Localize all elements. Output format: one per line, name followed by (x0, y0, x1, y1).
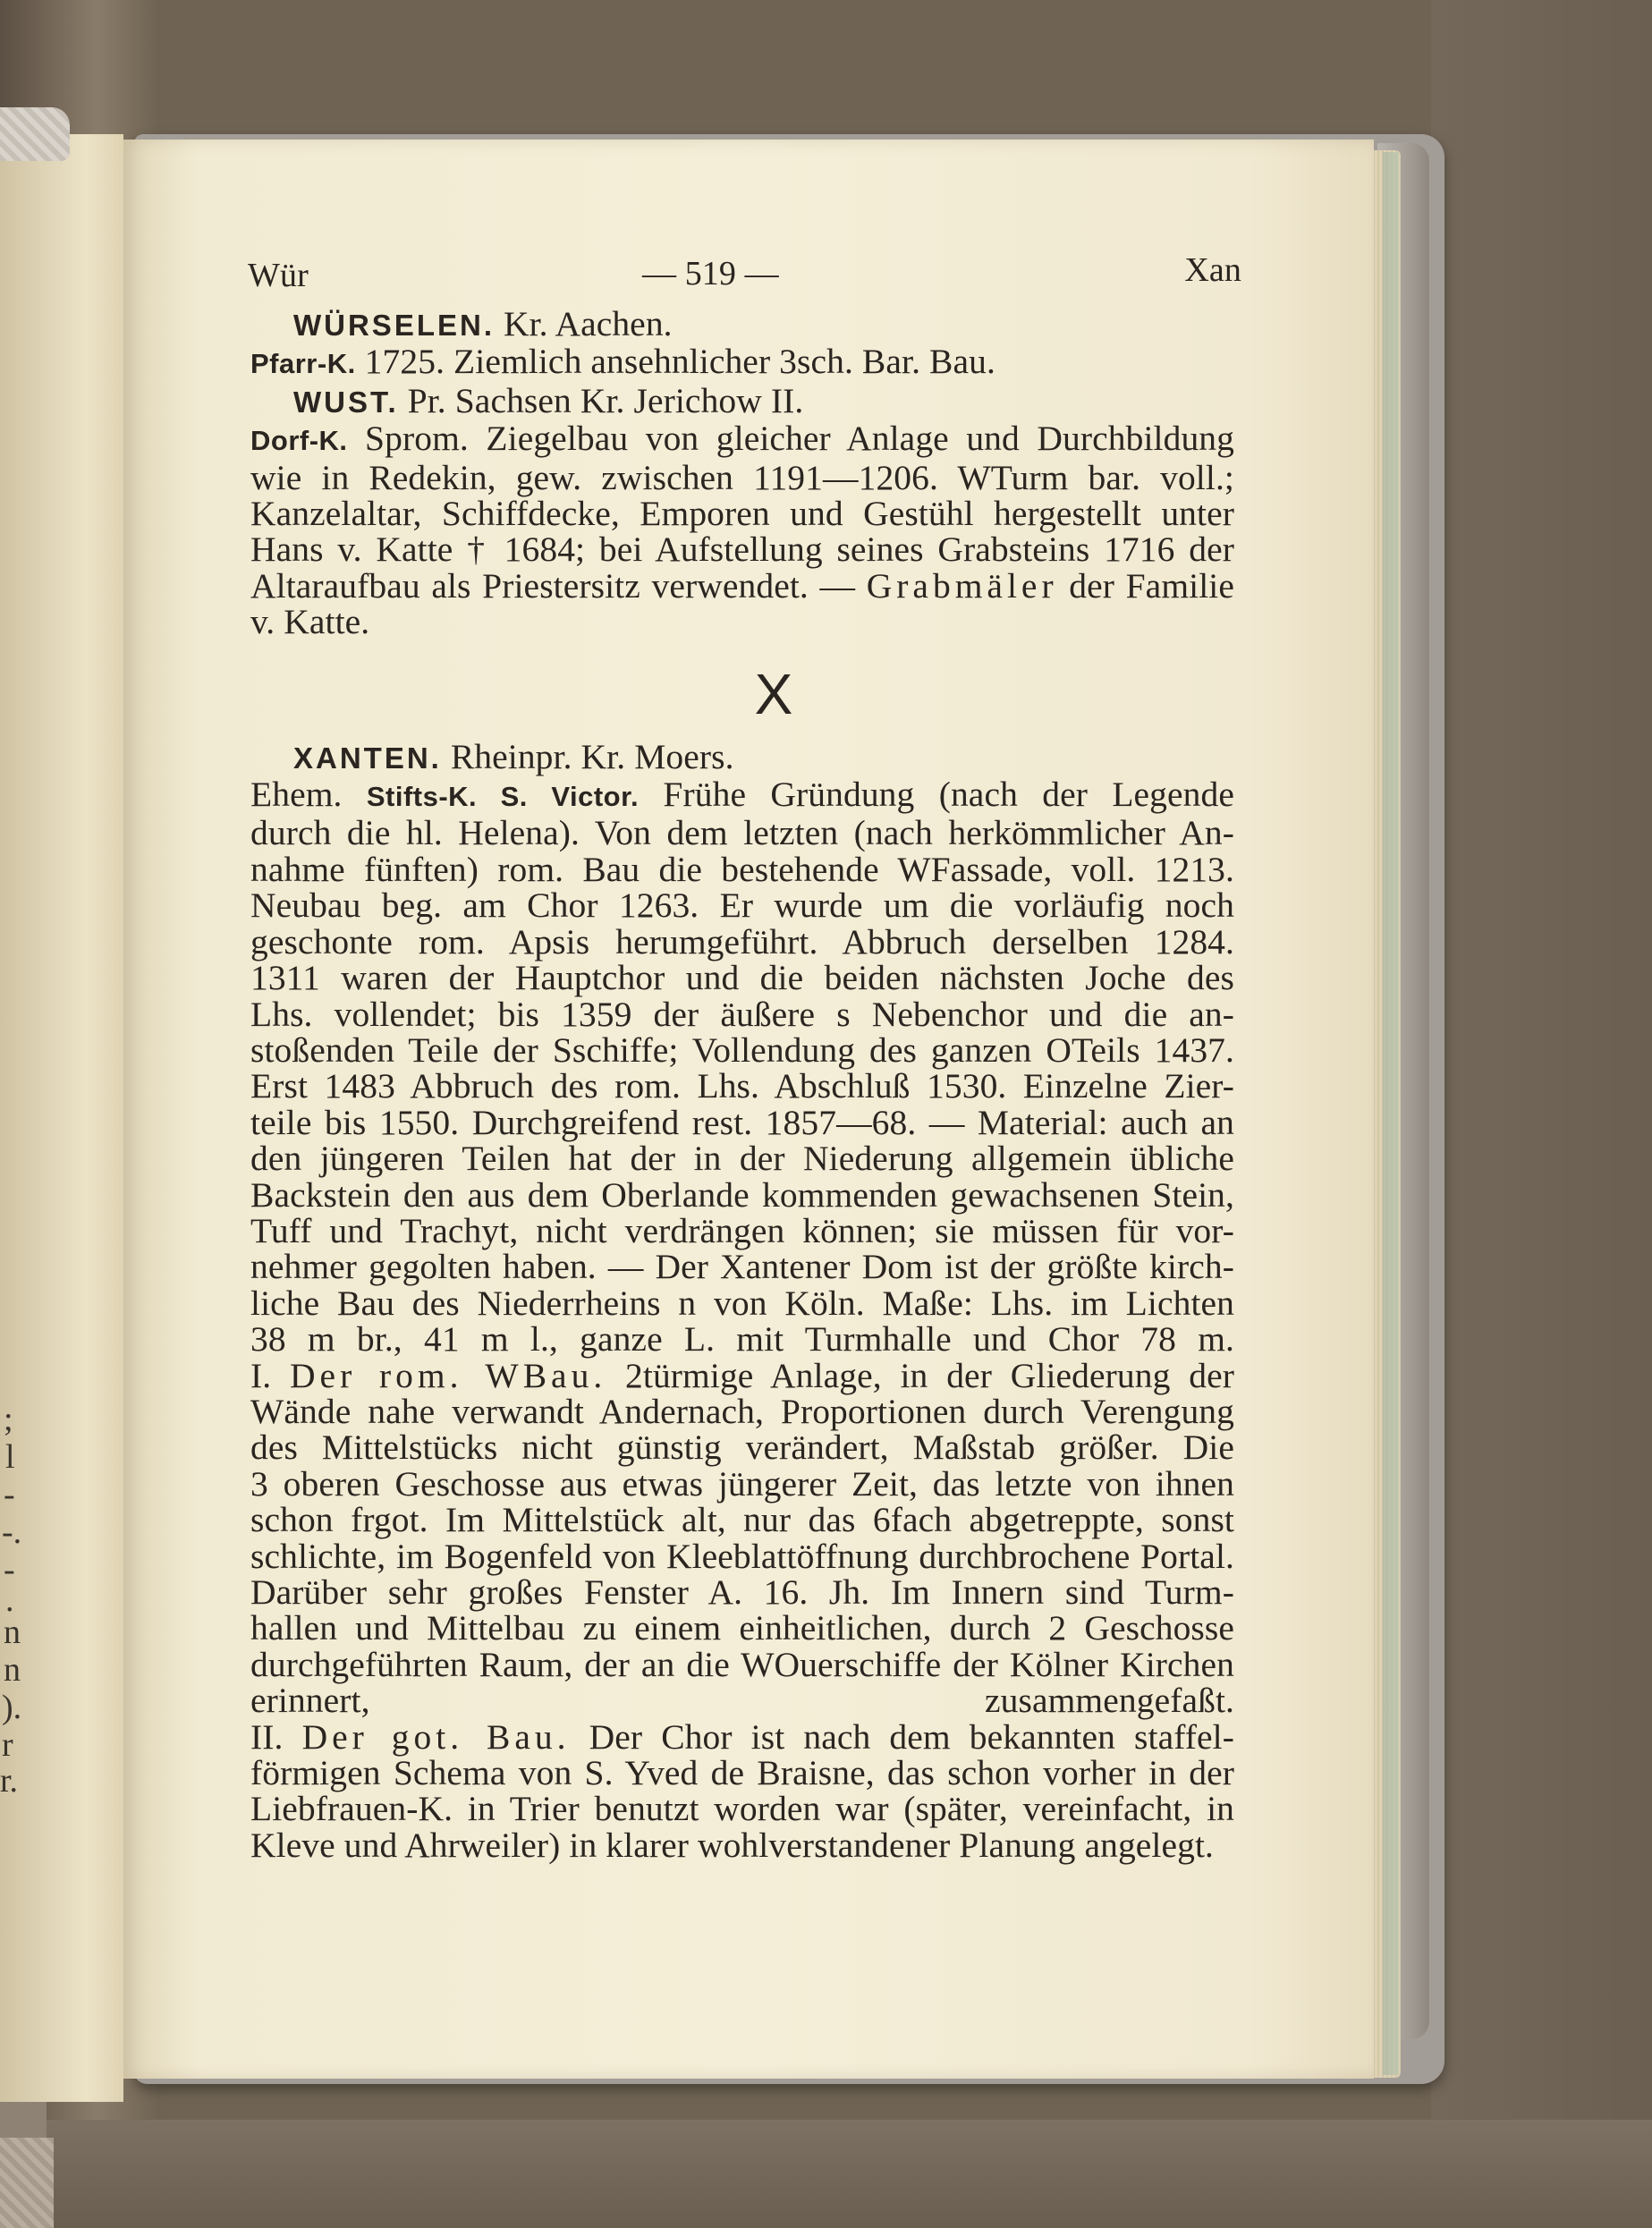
text-line (250, 1391, 1234, 1431)
text-run: den jüngeren Teilen hat der in der Niederung allgemein übliche (250, 1139, 1234, 1179)
margin-fragment: - (4, 1476, 15, 1513)
text-run: II. (250, 1716, 302, 1757)
text-line (250, 1644, 1234, 1684)
margin-fragment: - (4, 1551, 15, 1588)
spaced-term: Der got. Bau. (301, 1716, 571, 1757)
entry-location: Kr. Aachen. (495, 304, 673, 343)
text-line (250, 529, 1234, 570)
text-line (250, 343, 1234, 382)
text-line (250, 885, 1234, 926)
text-run: 1725. Ziemlich ansehnlicher 3sch. Bar. Bau. (355, 342, 995, 382)
text-run: wie in Redekin, gew. zwischen 1191—1206. WTurm bar. voll.; (250, 457, 1234, 497)
text-run: Wände nahe verwandt Andernach, Proportionen durch Verengung (250, 1391, 1234, 1431)
text-line (250, 1102, 1234, 1142)
text-line (250, 1538, 1234, 1574)
bold-term: Stifts-K. S. Victor. (366, 781, 640, 813)
text-line (250, 958, 1234, 998)
entry-heading: XANTEN. (293, 741, 442, 775)
margin-fragment: l (5, 1438, 15, 1476)
text-run: 2türmige Anlage, in der Gliederung der (606, 1355, 1234, 1395)
margin-fragment: r. (0, 1762, 19, 1800)
margin-fragment: -. (2, 1513, 22, 1551)
text-run: Tuff und Trachyt, nicht verdrängen können; sie müssen für vor- (250, 1210, 1234, 1250)
text-line (250, 1463, 1234, 1504)
text-line (250, 604, 1234, 640)
text-line (250, 776, 1234, 815)
text-line (250, 851, 1234, 887)
text-line (250, 1285, 1234, 1321)
text-run: stoßenden Teile der Sschiffe; Vollendung des ganzen OTeils 1437. (250, 1029, 1234, 1070)
text-run: des Mittelstücks nicht günstig verändert, Maßstab größer. Die (250, 1427, 1234, 1468)
text-line (250, 996, 1234, 1032)
text-line (250, 1247, 1234, 1287)
text-line (250, 1755, 1234, 1791)
text-line (250, 1139, 1234, 1179)
margin-fragment: r (2, 1726, 13, 1764)
page-edges-tint (1383, 152, 1399, 2075)
text-run: förmigen Schema von S. Yved de Braisne, das schon vorher in der (250, 1753, 1234, 1793)
background-bottom (0, 2120, 1652, 2228)
text-run: 1311 waren der Hauptchor und die beiden nächsten Joche des (250, 958, 1234, 998)
entry-location: Pr. Sachsen Kr. Jerichow II. (398, 380, 804, 420)
text-run: erinnert, zusammengefaßt. (250, 1681, 1234, 1721)
text-line (250, 1610, 1234, 1646)
text-line (250, 921, 1234, 962)
margin-fragment: ; (4, 1401, 13, 1438)
text-line (250, 1427, 1234, 1468)
entry-xanten (250, 736, 1234, 1865)
section-letter: X (754, 661, 793, 726)
text-run: Neubau beg. am Chor 1263. Er wurde um die vorläufig noch (250, 885, 1234, 926)
text-run: Kanzelaltar, Schiffdecke, Emporen und Gestühl hergestellt unter (250, 494, 1234, 534)
spaced-term: Der rom. WBau. (290, 1355, 607, 1395)
text-run: durchgeführten Raum, der an die WOuerschiffe der Kölner Kirchen (250, 1644, 1234, 1684)
text-run: durch die hl. Helena). Von dem letzten (nach herkömmlicher An- (250, 813, 1234, 853)
text-run: schon frgot. Im Mittelstück alt, nur das 6fach abgetreppte, sonst (250, 1500, 1234, 1540)
background-right (1431, 0, 1652, 2228)
text-run: Lhs. vollendet; bis 1359 der äußere s Nebenchor und die an- (250, 994, 1234, 1034)
text-run: 38 m br., 41 m l., ganze L. mit Turmhalle und Chor 78 m. (250, 1319, 1234, 1360)
text-run: Altaraufbau als Priestersitz verwendet. — (250, 565, 867, 606)
entry-heading-line (250, 736, 1234, 776)
text-line (250, 1502, 1234, 1538)
text-run: 3 oberen Geschosse aus etwas jüngerer Zeit, das letzte von ihnen (250, 1463, 1234, 1504)
text-run: I. (250, 1355, 291, 1395)
page-text (248, 251, 1241, 1865)
margin-fragment: n (4, 1614, 21, 1651)
text-line (250, 1029, 1234, 1070)
text-run: v. Katte. (250, 602, 370, 642)
text-run: nehmer gegolten haben. — Der Xantener Dom ist der größte kirch- (250, 1247, 1234, 1287)
text-run: Darüber sehr großes Fenster A. 16. Jh. Im Innern sind Turm- (250, 1572, 1234, 1612)
margin-fragment: ). (2, 1689, 22, 1726)
text-run: Ehem. (250, 775, 367, 815)
text-line (250, 1174, 1234, 1215)
margin-fragment: . (5, 1581, 14, 1619)
text-run: nahme fünften) rom. Bau die bestehende WFassade, voll. 1213. (250, 849, 1234, 889)
text-line (250, 1827, 1234, 1863)
text-line (250, 1319, 1234, 1360)
text-line (250, 1068, 1234, 1104)
text-run: schlichte, im Bogenfeld von Kleeblattöffnung durchbrochene Portal. (250, 1536, 1234, 1576)
text-run: der Familie (1057, 565, 1234, 606)
margin-fragment: n (4, 1651, 21, 1689)
text-run: Sprom. Ziegelbau von gleicher Anlage und Durchbildung (347, 419, 1234, 459)
bold-term: Pfarr-K. (250, 348, 356, 380)
text-run: Erst 1483 Abbruch des rom. Lhs. Abschluß 1530. Einzelne Zier- (250, 1066, 1234, 1106)
text-line (250, 420, 1234, 459)
bold-term: Dorf-K. (250, 425, 348, 457)
header-left: Wür (248, 257, 309, 294)
spaced-term: Grabmäler (866, 565, 1058, 606)
text-run: Der Chor ist nach dem bekannten staffel- (570, 1716, 1234, 1757)
text-line (250, 494, 1234, 534)
entry-location: Rheinpr. Kr. Moers. (441, 736, 734, 776)
text-line (250, 1681, 1234, 1721)
text-run: liche Bau des Niederrheins n von Köln. Maße: Lhs. im Lichten (250, 1283, 1234, 1323)
running-header (248, 251, 1241, 306)
text-line (250, 1574, 1234, 1610)
text-line (250, 1355, 1234, 1395)
entry-heading-line (250, 306, 1234, 343)
text-run: Hans v. Katte † 1684; bei Aufstellung seines Grabsteins 1716 der (250, 529, 1234, 570)
text-run: hallen und Mittelbau zu einem einheitlichen, durch 2 Geschosse (250, 1608, 1234, 1648)
text-line (250, 1210, 1234, 1250)
text-line (250, 565, 1234, 606)
text-run: teile bis 1550. Durchgreifend rest. 1857—68. — Material: auch an (250, 1102, 1234, 1142)
page-number: — 519 — (642, 255, 779, 292)
entries (250, 306, 1234, 640)
text-run: Frühe Gründung (nach der Legende (639, 775, 1234, 815)
text-line (250, 1789, 1234, 1829)
left-page-margin-text (0, 0, 123, 2228)
entry-heading: WÜRSELEN. (293, 309, 495, 342)
text-line (250, 457, 1234, 497)
text-run: Backstein den aus dem Oberlande kommenden gewachsenen Stein, (250, 1174, 1234, 1215)
text-run: Liebfrauen-K. in Trier benutzt worden war (später, vereinfacht, in (250, 1789, 1234, 1829)
entry-heading-line (250, 380, 1234, 420)
text-run: Kleve und Ahrweiler) in klarer wohlverstandener Planung angelegt. (250, 1825, 1215, 1865)
text-line (250, 1716, 1234, 1757)
text-run: geschonte rom. Apsis herumgeführt. Abbruch derselben 1284. (250, 921, 1234, 962)
entry-heading: WUST. (293, 385, 399, 419)
header-right: Xan (1184, 251, 1241, 289)
text-line (250, 815, 1234, 851)
